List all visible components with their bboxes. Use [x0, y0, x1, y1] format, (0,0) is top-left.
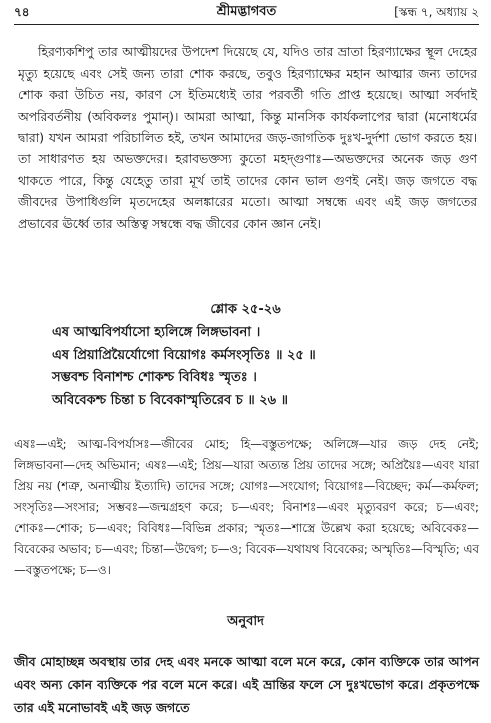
book-title: শ্রীমদ্ভাগবত: [216, 4, 277, 19]
canto-chapter: [স্কন্ধ ৭, অধ্যায় ২: [394, 5, 479, 19]
word-synonyms: এষঃ—এই; আত্ম-বিপর্যাসঃ—জীবের মোহ; হি—বস্তুতপক্ষে; অলিঙ্গে—যার জড় দেহ নেই; লিঙ্গভাবনা—দেহ অভিমান; এষঃ—এই; প্রিয়—যারা অত্যন্ত প্রিয় তাদের সঙ্গে; অপ্রিয়ৈঃ—এবং যারা প্রিয় নয় (শত্রু, অনাত্মীয় ইত্যাদি) তাদের সঙ্গে; যোগঃ—সংযোগ; বিয়োগঃ—বিচ্ছেদ; কর্ম—কর্মফল; সংসৃতিঃ—সংসার; সম্ভবঃ—জন্মগ্রহণ করে; চ—এবং; বিনাশঃ—এবং মৃত্যুবরণ করে; চ—এবং; শোকঃ—শোক; চ—এবং; বিবিধঃ—বিভিন্ন প্রকার; স্মৃতঃ—শাস্ত্রে উল্লেখ করা হয়েছে; অবিবেকঃ—বিবেকের অভাব; চ—এবং; চিন্তা—উদ্বেগ; চ—ও; বিবেক—যথাযথ বিবেকের; অস্মৃতিঃ—বিস্মৃতি; এব—বস্তুতপক্ষে; চ—ও।: [14, 436, 479, 577]
sanskrit-verse: [52, 322, 461, 412]
verse-line: এষ আত্মবিপর্যাসো হ্যলিঙ্গে লিঙ্গভাবনা ।: [52, 325, 261, 340]
verse-line: সম্ভবশ্চ বিনাশশ্চ শোকশ্চ বিবিধঃ স্মৃতঃ ।: [52, 370, 257, 385]
verse-line: অবিবেকশ্চ চিন্তা চ বিবেকাস্মৃতিরেব চ ॥ ২৬ ॥: [52, 392, 289, 408]
verse-line: এষ প্রিয়াপ্রিয়ৈর্যোগো বিয়োগঃ কর্মসংসৃতিঃ ॥ ২৫ ॥: [52, 347, 316, 363]
purport-paragraph: হিরণ্যকশিপু তার আত্মীয়দের উপদেশ দিয়েছে যে, যদিও তার ভ্রাতা হিরণ্যাক্ষের স্থূল দেহের মৃত্যু হয়েছে এবং সেই জন্য তারা শোক করছে, তবুও হিরণ্যাক্ষের মহান আত্মার জন্য তাদের শোক করা উচিত নয়, কারণ সে ইতিমধ্যেই তার পরবর্তী গতি প্রাপ্ত হয়েছে। আত্মা সর্বদাই অপরিবর্তনীয় (অবিকলঃ পুমান্)। আমরা আত্মা, কিন্তু মানসিক কার্যকলাপের দ্বারা (মনোধর্মের দ্বারা) যখন আমরা পরিচালিত হই, তখন আমাদের জড়-জাগতিক দুঃখ-দুর্দশা ভোগ করতে হয়। তা সাধারণত হয় অভক্তদের। হরাবভক্তস্য কুতো মহদ্গুণাঃ—অভক্তদের অনেক জড় গুণ থাকতে পারে, কিন্তু যেহেতু তারা মূর্খ তাই তাদের কোন ভাল গুণই নেই। জড় জগতে বদ্ধ জীবদের উপাধিগুলি মৃতদেহের অলঙ্কারের মতো। আত্মা সম্বন্ধে এবং এই জড় জগতের প্রভাবের ঊর্ধ্বে তার অস্তিত্ব সম্বন্ধে বদ্ধ জীবের কোন জ্ঞান নেই।: [18, 45, 477, 231]
page-number: ৭৪: [14, 5, 30, 19]
running-header: [14, 2, 479, 24]
verse-title: শ্লোক ২৫-২৬: [210, 302, 281, 317]
translation-text: জীব মোহাচ্ছন্ন অবস্থায় তার দেহ এবং মনকে আত্মা বলে মনে করে, কোন ব্যক্তিকে তার আপন এবং অন্য কোন ব্যক্তিকে পর বলে মনে করে। এই ভ্রান্তির ফলে সে দুঃখভোগ করে। প্রকৃতপক্ষে তার এই মনোভাবই এই জড় জগতে: [14, 654, 479, 716]
translation-title: অনুবাদ: [227, 614, 264, 629]
header-rule: [14, 24, 479, 25]
